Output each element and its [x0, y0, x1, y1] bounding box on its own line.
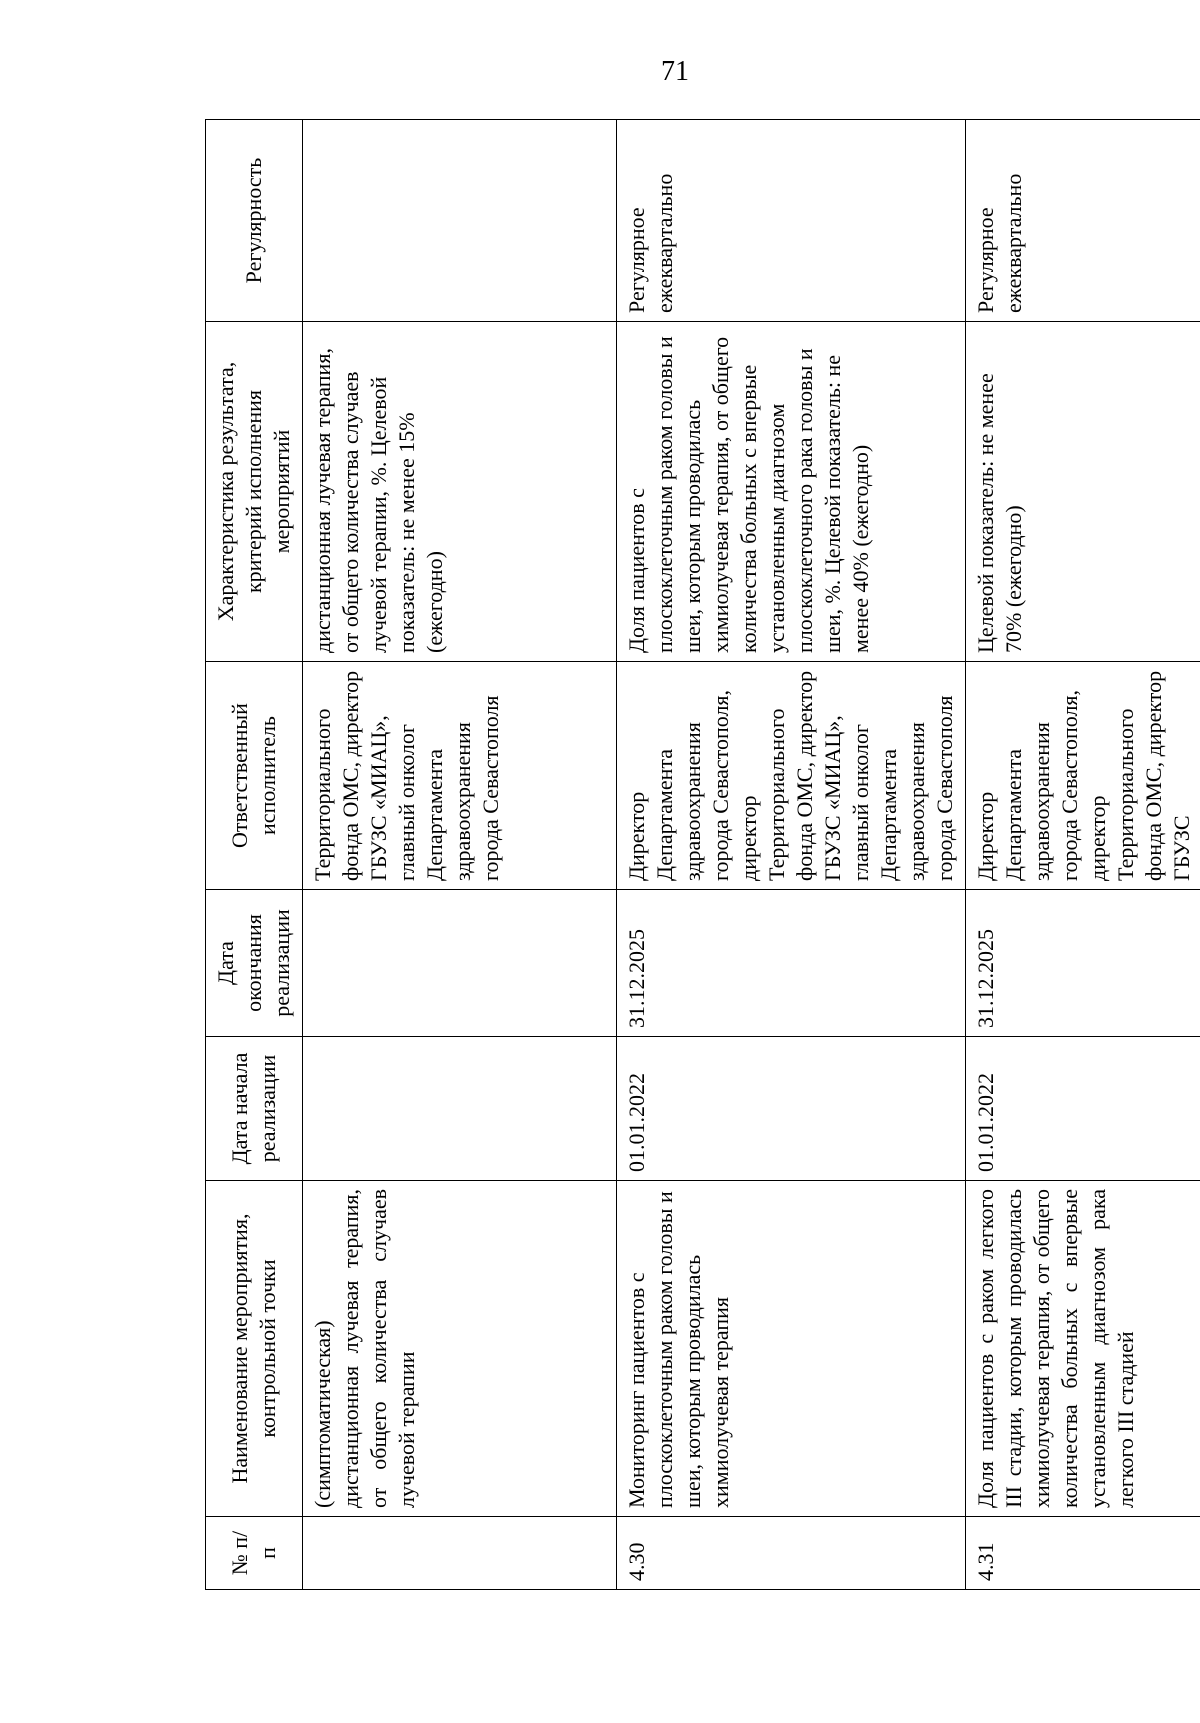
header-regularity: Регулярность — [206, 120, 303, 322]
cell-responsible: Территориального фонда ОМС, директор ГБУЗС «МИАЦ», главный онколог Департамента здравоохранения города Севастополя — [303, 662, 617, 890]
cell-name: Мониторинг пациентов с плоскоклеточным раком головы и шеи, которым проводилась химиолучевая терапия — [617, 1181, 966, 1517]
header-end: Дата окончания реализации — [206, 890, 303, 1037]
cell-name: (симптоматическая) дистанционная лучевая терапия, от общего количества случаев лучевой терапии — [303, 1181, 617, 1517]
header-num: № п/п — [206, 1517, 303, 1590]
cell-end: 31.12.2025 — [617, 890, 966, 1037]
cell-responsible: Директор Департамента здравоохранения города Севастополя, директор Территориального фонда ОМС, директор ГБУЗС «МИАЦ», главный онколог Департамента здравоохранения города Севастополя — [617, 662, 966, 890]
cell-num: 4.30 — [617, 1517, 966, 1590]
page-number: 71 — [661, 56, 689, 87]
cell-end: 31.12.2025 — [966, 890, 1200, 1037]
cell-start — [303, 1037, 617, 1181]
cell-start: 01.01.2022 — [966, 1037, 1200, 1181]
header-result: Характеристика результата, критерий исполнения мероприятий — [206, 322, 303, 662]
header-name: Наименование мероприятия, контрольной точки — [206, 1181, 303, 1517]
cell-result: Целевой показатель: не менее 70% (ежегодно) — [966, 322, 1200, 662]
table-row — [303, 120, 617, 1590]
cell-name: Доля пациентов с раком легкого III стадии, которым проводилась химиолучевая терапия, от общего количества больных с впервые установленным диагнозом рака легкого III стадией — [966, 1181, 1200, 1517]
measures-table — [205, 119, 1200, 1590]
cell-result: Доля пациентов с плоскоклеточным раком головы и шеи, которым проводилась химиолучевая терапия, от общего количества больных с впервые установленным диагнозом плоскоклеточного рака головы и шеи, %. Целевой показатель: не менее 40% (ежегодно) — [617, 322, 966, 662]
header-responsible: Ответственный исполнитель — [206, 662, 303, 890]
cell-regularity: Регулярное ежеквартально — [617, 120, 966, 322]
cell-result: дистанционная лучевая терапия, от общего количества случаев лучевой терапии, %. Целевой показатель: не менее 15% (ежегодно) — [303, 322, 617, 662]
header-start: Дата начала реализации — [206, 1037, 303, 1181]
cell-start: 01.01.2022 — [617, 1037, 966, 1181]
cell-regularity — [303, 120, 617, 322]
rotated-table-container — [205, 120, 1194, 1590]
table-row — [617, 120, 966, 1590]
table-row — [966, 120, 1200, 1590]
cell-num: 4.31 — [966, 1517, 1200, 1590]
cell-num — [303, 1517, 617, 1590]
table-header-row — [206, 120, 303, 1590]
cell-responsible: Директор Департамента здравоохранения города Севастополя, директор Территориального фонда ОМС, директор ГБУЗС — [966, 662, 1200, 890]
cell-regularity: Регулярное ежеквартально — [966, 120, 1200, 322]
cell-end — [303, 890, 617, 1037]
